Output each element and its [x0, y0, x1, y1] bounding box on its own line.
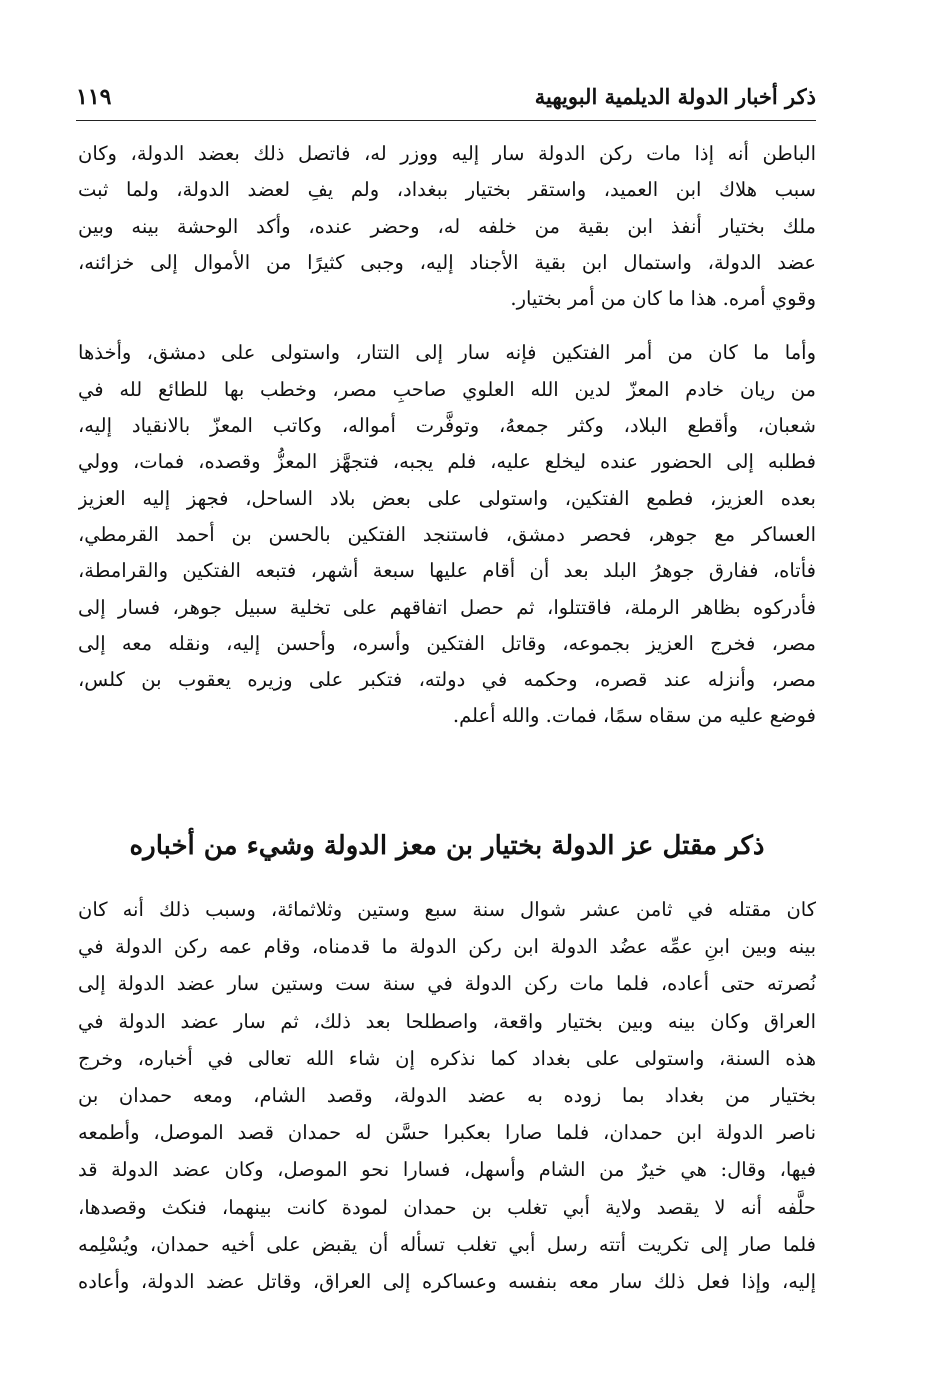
paragraph-alptakin — [78, 335, 816, 734]
text-line: من ريان خادم المعزّ لدين الله العلوي صاحبِ مصر، وخطب بها للطائع لله في — [78, 377, 816, 401]
body-text-lower — [78, 891, 816, 1300]
text-line: عضد الدولة، واستمال ابن بقية الأجناد إليه، وجبى كثيرًا من الأموال إلى خزائنه، — [78, 250, 816, 274]
text-line: هذه السنة، واستولى على بغداد كما نذكره إن شاء الله تعالى في أخباره، وخرج — [78, 1046, 816, 1070]
paragraph-death-of-izz-al-dawla — [78, 891, 816, 1300]
section-heading: ذكر مقتل عز الدولة بختيار بن معز الدولة وشيء من أخباره — [129, 831, 765, 861]
text-line: العساكر مع جوهر، فحصر دمشق، فاستنجد الفتكين بالحسن بن أحمد القرمطي، — [78, 522, 816, 546]
paragraph-bakhtiyar — [78, 136, 816, 317]
page-number: ١١٩ — [76, 84, 112, 110]
running-title: ذكر أخبار الدولة الديلمية البويهية — [534, 84, 816, 109]
text-line: مصر، فخرج العزيز بجموعه، وقاتل الفتكين وأسره، وأحسن إليه، ونقله معه إلى — [78, 631, 816, 655]
text-line: مصر، وأنزله عند قصره، وحكمه في دولته، فتكبر على وزيره يعقوب بن كلس، — [78, 668, 816, 692]
text-line: فوضع عليه من سقاه سمًا، فمات. والله أعلم. — [452, 704, 816, 728]
text-line: وأما ما كان من أمر الفتكين فإنه سار إلى التتار، واستولى على دمشق، وأخذها — [78, 341, 816, 365]
text-line: سبب هلاك ابن العميد، واستقر بختيار ببغداد، ولم يفِ لعضد الدولة، ولما ثبت — [78, 178, 816, 202]
text-line: ملك بختيار أنفذ ابن بقية من خلفه له، وحضر عنده، وأكد الوحشة بينه وبين — [78, 214, 816, 238]
text-line: فأتاه، ففارق جوهرُ البلد بعد أن أقام عليها سبعة أشهر، فتبعه الفتكين والقرامطة، — [78, 559, 816, 583]
paragraph-spacer — [78, 317, 816, 335]
text-line: إليه، وإذا فعل ذلك سار معه بنفسه وعساكره إلى العراق، وقاتل عضد الدولة، وأعاده — [78, 1269, 816, 1293]
text-line: فيها، وقال: هي خيرٌ من الشام وأسهل، فسارا نحو الموصل، وكان عضد الدولة قد — [78, 1158, 816, 1182]
text-line: وقوي أمره. هذا ما كان من أمر بختيار. — [510, 287, 816, 311]
text-line: حلَّفه أنه لا يقصد ولاية أبي تغلب بن حمدان لمودة كانت بينهما، فنكث وقصدها، — [78, 1195, 816, 1219]
text-line: الباطن أنه إذا مات ركن الدولة سار إليه ووزر له، فاتصل ذلك بعضد الدولة، وكان — [78, 142, 816, 165]
text-line: كان مقتله في ثامن عشر شوال سنة سبع وستين وثلاثمائة، وسبب ذلك أنه كان — [78, 898, 816, 921]
text-line: فأدركوه بظاهر الرملة، فاقتتلوا، ثم حصل اتفاقهم على تخلية سبيل جوهر، فسار إلى — [78, 595, 816, 619]
text-line: فلما صار إلى تكريت أتته رسل أبي تغلب تسأله أن يقبض على أخيه حمدان، ويُسْلِمه — [78, 1232, 816, 1256]
text-line: نُصرته حتى أعاده، فلما مات ركن الدولة في سنة ست وستين سار عضد الدولة إلى — [78, 972, 816, 996]
body-text-upper — [78, 136, 816, 735]
text-line: شعبان، وأقطع البلاد، وكثر جمعهُ، وتوفَّرت أمواله، وكاتب المعزّ بالانقياد إليه، — [78, 414, 816, 438]
text-line: بختيار من بغداد بما زوده به عضد الدولة، وقصد الشام، ومعه حمدان بن — [78, 1083, 816, 1107]
running-header — [76, 80, 816, 121]
text-line: بينه وبين ابنِ عمِّه عضُد الدولة ابن ركن الدولة ما قدمناه، وقام عمه ركن الدولة في — [78, 935, 816, 959]
text-line: بعده العزيز، فطمع الفتكين، واستولى على بعض بلاد الساحل، فجهز إليه العزيز — [78, 486, 816, 510]
text-line: فطلبه إلى الحضور عنده ليخلع عليه، فلم يجبه، فتجهَّز المعزُّ وقصده، فمات، وولي — [78, 450, 816, 474]
text-line: العراق وكان بينه وبين بختيار واقعة، واصطلحا بعد ذلك، ثم سار عضد الدولة في — [78, 1009, 816, 1033]
text-line: ناصر الدولة ابن حمدان، فلما صارا بعكبرا حسَّن له حمدان قصد الموصل، وأطمعه — [78, 1121, 816, 1145]
